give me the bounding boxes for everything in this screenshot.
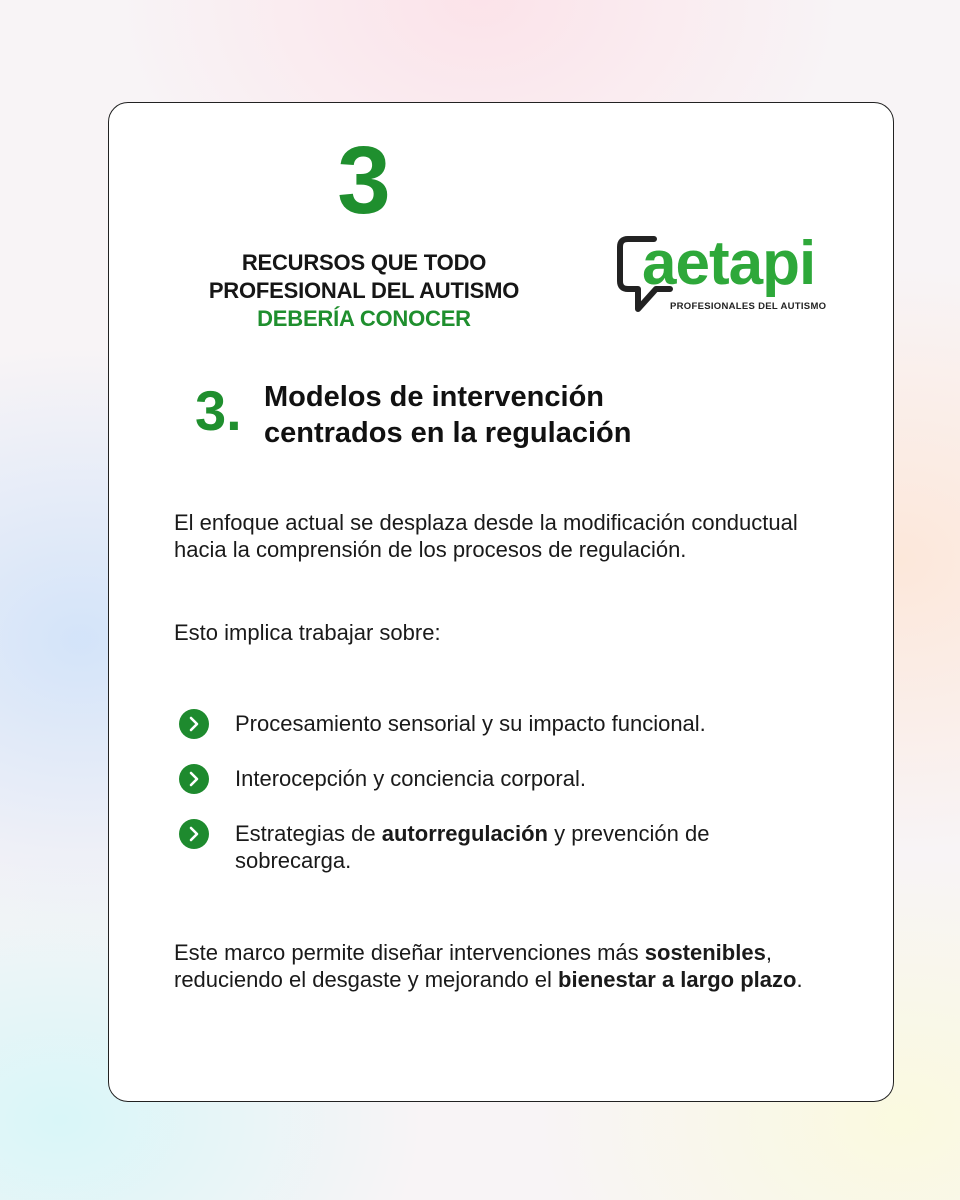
aetapi-logo: [614, 231, 829, 321]
bullet-text: [235, 820, 795, 874]
chevron-right-icon: [179, 709, 209, 739]
outro-paragraph: [174, 939, 814, 993]
logo-tagline: PROFESIONALES DEL AUTISMO: [670, 301, 827, 312]
outro-bold-2: bienestar a largo plazo: [558, 967, 797, 992]
headline-line-1: RECURSOS QUE TODO: [241, 250, 487, 275]
outro-bold-1: sostenibles: [644, 940, 766, 965]
section-title: [264, 379, 631, 451]
chevron-right-icon: [179, 819, 209, 849]
chevron-right-icon: [179, 764, 209, 794]
outro-text-3: .: [796, 967, 803, 992]
section-number: 3.: [195, 379, 242, 442]
bullet-text-after: y prevención de sobrecarga.: [235, 821, 710, 873]
section-title-line-1: Modelos de intervención: [264, 381, 604, 413]
headline-line-3: DEBERÍA CONOCER: [257, 306, 471, 331]
bullet-text: Procesamiento sensorial y su impacto funcional.: [235, 711, 706, 736]
lead-paragraph: Esto implica trabajar sobre:: [174, 620, 441, 645]
content-card: [108, 102, 894, 1102]
intro-paragraph: El enfoque actual se desplaza desde la modificación conductual hacia la comprensión de los procesos de regulación.: [174, 510, 798, 562]
bullet-text-before: Estrategias de: [235, 821, 382, 846]
bullet-text-bold: autorregulación: [381, 821, 548, 846]
logo-wordmark: aetapi: [642, 229, 816, 298]
section-title-line-2: centrados en la regulación: [264, 417, 632, 449]
headline: [164, 249, 564, 333]
bullet-text: Interocepción y conciencia corporal.: [235, 766, 586, 791]
headline-line-2: PROFESIONAL DEL AUTISMO: [208, 278, 520, 303]
outro-text-1: Este marco permite diseñar intervenciones más: [174, 940, 645, 965]
big-number: 3: [337, 127, 391, 234]
outro-text-2: , reduciendo el desgaste y mejorando el: [174, 940, 772, 992]
